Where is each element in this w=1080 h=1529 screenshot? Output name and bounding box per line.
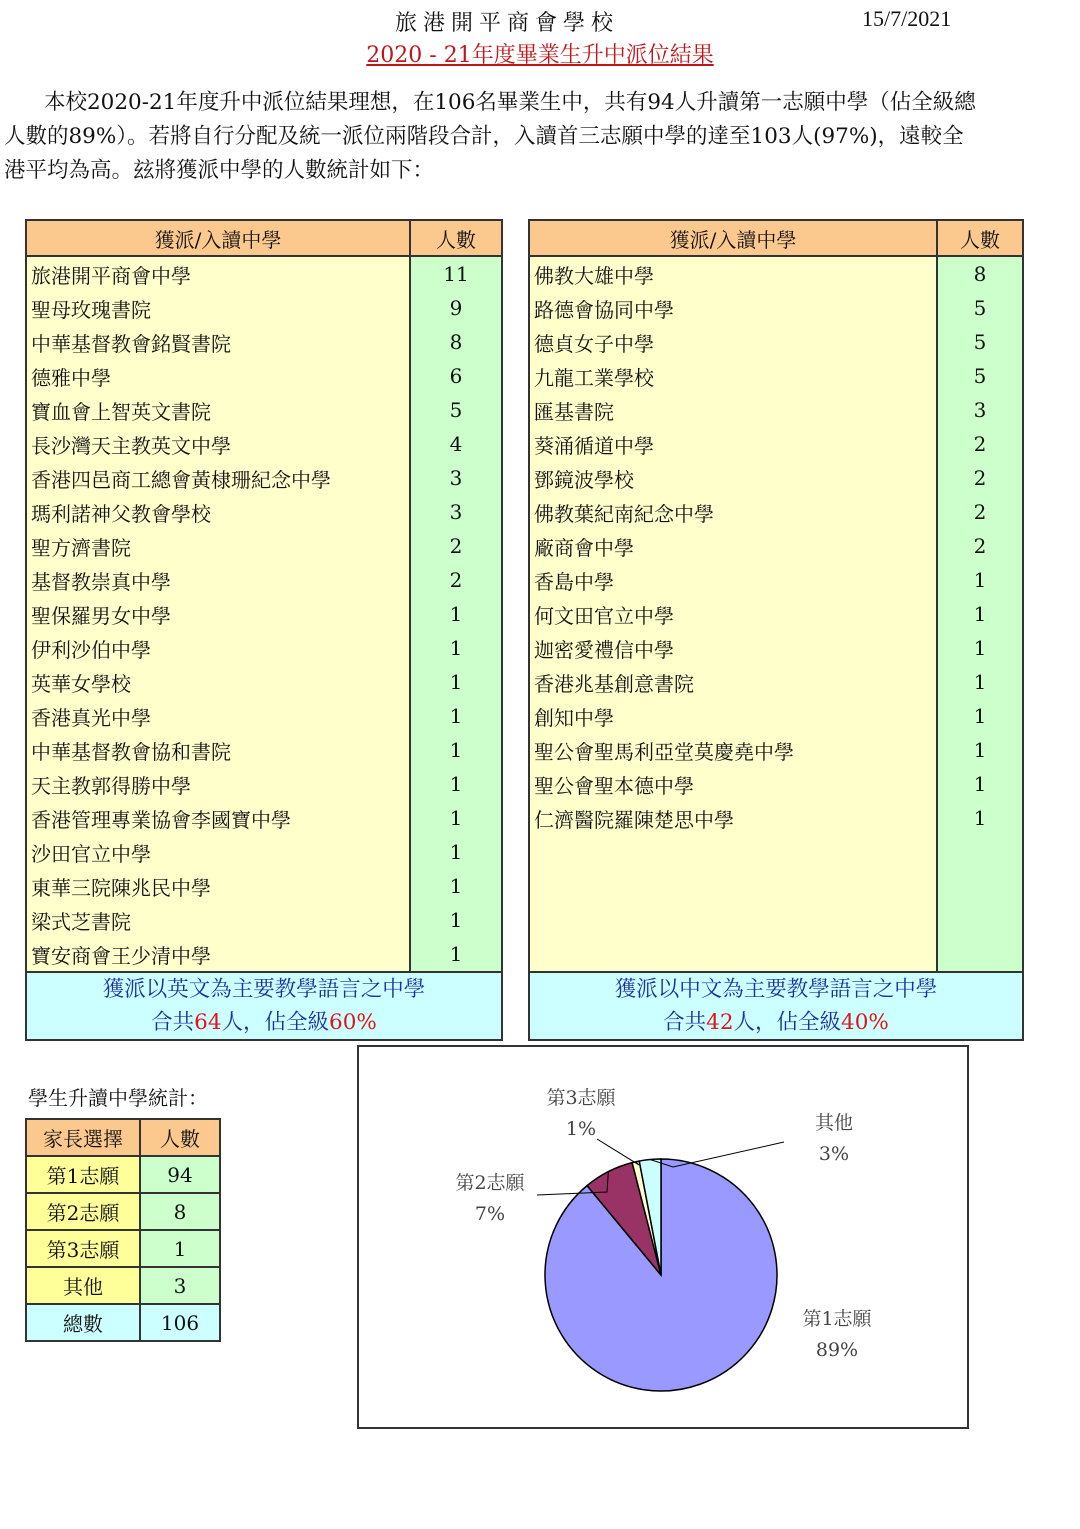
table-row bbox=[26, 937, 502, 972]
table-row bbox=[529, 869, 1023, 903]
school-name-cell: 仁濟醫院羅陳楚思中學 bbox=[529, 801, 937, 835]
cmi-schools-table bbox=[528, 219, 1024, 1041]
count-cell: 3 bbox=[410, 461, 502, 495]
count-cell: 1 bbox=[410, 699, 502, 733]
count-cell: 1 bbox=[410, 903, 502, 937]
emi-summary bbox=[26, 972, 502, 1040]
table-row bbox=[529, 835, 1023, 869]
pie-percent-label: 1% bbox=[565, 1118, 597, 1140]
table-row bbox=[529, 393, 1023, 427]
column-header-count: 人數 bbox=[140, 1119, 220, 1156]
count-cell: 1 bbox=[410, 631, 502, 665]
choice-label: 第3志願 bbox=[26, 1230, 140, 1267]
summary-prefix: 合共 bbox=[663, 1010, 707, 1035]
count-cell: 1 bbox=[937, 767, 1023, 801]
count-cell: 5 bbox=[937, 359, 1023, 393]
summary-count: 42 bbox=[706, 1010, 734, 1035]
table-row bbox=[26, 461, 502, 495]
emi-schools-body bbox=[26, 256, 502, 972]
pie-percent-label: 7% bbox=[474, 1203, 506, 1225]
count-cell: 11 bbox=[410, 256, 502, 291]
school-name-cell: 基督教崇真中學 bbox=[26, 563, 410, 597]
table-row bbox=[26, 903, 502, 937]
choice-label: 其他 bbox=[26, 1267, 140, 1304]
table-row bbox=[26, 325, 502, 359]
table-row bbox=[26, 427, 502, 461]
pie-label: 第3志願 bbox=[546, 1087, 616, 1109]
school-name-cell: 香島中學 bbox=[529, 563, 937, 597]
count-cell: 3 bbox=[937, 393, 1023, 427]
count-cell: 8 bbox=[937, 256, 1023, 291]
table-row bbox=[529, 256, 1023, 291]
school-name-cell: 聖母玫瑰書院 bbox=[26, 291, 410, 325]
pie-leader-line bbox=[597, 1139, 639, 1165]
report-date: 15/7/2021 bbox=[862, 6, 952, 31]
table-row bbox=[26, 529, 502, 563]
table-row bbox=[529, 563, 1023, 597]
count-cell: 1 bbox=[937, 733, 1023, 767]
school-name-cell: 寶血會上智英文書院 bbox=[26, 393, 410, 427]
count-cell: 5 bbox=[410, 393, 502, 427]
table-row bbox=[26, 495, 502, 529]
school-name-cell: 中華基督教會銘賢書院 bbox=[26, 325, 410, 359]
school-name-cell: 香港真光中學 bbox=[26, 699, 410, 733]
school-name-cell: 寶安商會王少清中學 bbox=[26, 937, 410, 972]
table-row bbox=[529, 801, 1023, 835]
school-name-cell: 廠商會中學 bbox=[529, 529, 937, 563]
table-row bbox=[529, 665, 1023, 699]
emi-summary-line1: 獲派以英文為主要教學語言之中學 bbox=[102, 977, 426, 1002]
cmi-schools-body bbox=[529, 256, 1023, 972]
count-cell: 1 bbox=[410, 733, 502, 767]
count-cell bbox=[937, 903, 1023, 937]
table-row bbox=[26, 597, 502, 631]
table-row bbox=[529, 427, 1023, 461]
count-cell: 1 bbox=[937, 563, 1023, 597]
school-name-cell: 鄧鏡波學校 bbox=[529, 461, 937, 495]
pie-label: 其他 bbox=[814, 1112, 854, 1134]
count-cell: 9 bbox=[410, 291, 502, 325]
pie-label: 第2志願 bbox=[455, 1172, 525, 1194]
count-cell: 1 bbox=[410, 835, 502, 869]
school-name-cell bbox=[529, 937, 937, 972]
table-row bbox=[26, 256, 502, 291]
summary-prefix: 合共 bbox=[151, 1010, 195, 1035]
table-row bbox=[529, 359, 1023, 393]
intro-paragraph: 本校2020-21年度升中派位結果理想，在106名畢業生中，共有94人升讀第一志願中學（佔全級總人數的89%）。若將自行分配及統一派位兩階段合計，入讀首三志願中學的達至103人(97%)，遠較全港平均為高。玆將獲派中學的人數統計如下： bbox=[4, 90, 976, 183]
stats-row bbox=[26, 1230, 220, 1267]
table-row bbox=[26, 665, 502, 699]
school-name-cell: 佛教大雄中學 bbox=[529, 256, 937, 291]
count-cell: 2 bbox=[410, 563, 502, 597]
summary-percent: 60% bbox=[329, 1010, 377, 1035]
table-row bbox=[529, 291, 1023, 325]
table-row bbox=[529, 767, 1023, 801]
table-row bbox=[529, 699, 1023, 733]
count-cell: 1 bbox=[410, 937, 502, 972]
count-cell: 1 bbox=[410, 801, 502, 835]
total-count: 106 bbox=[140, 1304, 220, 1341]
count-cell: 1 bbox=[410, 665, 502, 699]
school-name-cell: 沙田官立中學 bbox=[26, 835, 410, 869]
count-cell: 2 bbox=[410, 529, 502, 563]
table-row bbox=[529, 733, 1023, 767]
choice-count: 8 bbox=[140, 1193, 220, 1230]
column-header-count: 人數 bbox=[410, 220, 502, 256]
school-name-cell: 中華基督教會協和書院 bbox=[26, 733, 410, 767]
school-name-cell: 伊利沙伯中學 bbox=[26, 631, 410, 665]
school-name-cell: 聖方濟書院 bbox=[26, 529, 410, 563]
school-name-cell bbox=[529, 835, 937, 869]
choice-count: 94 bbox=[140, 1156, 220, 1193]
count-cell: 1 bbox=[937, 597, 1023, 631]
stats-row bbox=[26, 1156, 220, 1193]
report-title: 2020 - 21年度畢業生升中派位結果 bbox=[366, 43, 714, 68]
count-cell: 1 bbox=[937, 665, 1023, 699]
school-name-cell: 路德會協同中學 bbox=[529, 291, 937, 325]
count-cell: 2 bbox=[937, 529, 1023, 563]
table-row bbox=[529, 529, 1023, 563]
table-row bbox=[26, 563, 502, 597]
school-name-cell: 匯基書院 bbox=[529, 393, 937, 427]
pie-label: 第1志願 bbox=[802, 1308, 872, 1330]
count-cell bbox=[937, 835, 1023, 869]
table-row bbox=[26, 291, 502, 325]
table-row bbox=[26, 801, 502, 835]
count-cell: 1 bbox=[410, 767, 502, 801]
count-cell: 5 bbox=[937, 291, 1023, 325]
school-name-cell: 香港兆基創意書院 bbox=[529, 665, 937, 699]
summary-count: 64 bbox=[194, 1010, 222, 1035]
count-cell: 1 bbox=[410, 597, 502, 631]
school-name-cell: 聖保羅男女中學 bbox=[26, 597, 410, 631]
school-name-cell: 香港四邑商工總會黃棣珊紀念中學 bbox=[26, 461, 410, 495]
table-row bbox=[26, 359, 502, 393]
count-cell bbox=[937, 937, 1023, 972]
table-row bbox=[26, 733, 502, 767]
table-row bbox=[26, 631, 502, 665]
count-cell: 4 bbox=[410, 427, 502, 461]
count-cell: 2 bbox=[937, 427, 1023, 461]
count-cell: 8 bbox=[410, 325, 502, 359]
count-cell: 2 bbox=[937, 495, 1023, 529]
pie-chart bbox=[359, 1047, 967, 1427]
table-row bbox=[529, 461, 1023, 495]
choice-count: 1 bbox=[140, 1230, 220, 1267]
table-row bbox=[26, 767, 502, 801]
school-name-cell: 英華女學校 bbox=[26, 665, 410, 699]
school-name-cell: 迦密愛禮信中學 bbox=[529, 631, 937, 665]
count-cell: 1 bbox=[410, 869, 502, 903]
school-name-cell: 聖公會聖本德中學 bbox=[529, 767, 937, 801]
table-row bbox=[26, 869, 502, 903]
table-row bbox=[529, 597, 1023, 631]
choice-label: 第1志願 bbox=[26, 1156, 140, 1193]
table-row bbox=[529, 325, 1023, 359]
count-cell: 1 bbox=[937, 801, 1023, 835]
school-name-cell: 聖公會聖馬利亞堂莫慶堯中學 bbox=[529, 733, 937, 767]
school-name-cell: 創知中學 bbox=[529, 699, 937, 733]
cmi-summary-line2 bbox=[530, 1006, 1022, 1039]
table-row bbox=[529, 495, 1023, 529]
count-cell: 2 bbox=[937, 461, 1023, 495]
emi-schools-table bbox=[25, 219, 503, 1041]
table-row bbox=[529, 903, 1023, 937]
total-label: 總數 bbox=[26, 1304, 140, 1341]
column-header-school: 獲派/入讀中學 bbox=[529, 220, 937, 256]
school-name-cell: 旅港開平商會中學 bbox=[26, 256, 410, 291]
count-cell bbox=[937, 869, 1023, 903]
school-name: 旅港開平商會學校 bbox=[395, 11, 620, 36]
table-row bbox=[26, 835, 502, 869]
school-name-cell: 德貞女子中學 bbox=[529, 325, 937, 359]
school-name-cell bbox=[529, 869, 937, 903]
column-header-school: 獲派/入讀中學 bbox=[26, 220, 410, 256]
school-name-cell: 長沙灣天主教英文中學 bbox=[26, 427, 410, 461]
summary-mid: 人，佔全級 bbox=[733, 1010, 842, 1035]
summary-percent: 40% bbox=[841, 1010, 889, 1035]
school-name-cell: 東華三院陳兆民中學 bbox=[26, 869, 410, 903]
school-name-cell: 德雅中學 bbox=[26, 359, 410, 393]
stats-table bbox=[25, 1118, 221, 1342]
pie-percent-label: 89% bbox=[815, 1339, 859, 1361]
school-name-cell bbox=[529, 903, 937, 937]
stats-row bbox=[26, 1193, 220, 1230]
pie-percent-label: 3% bbox=[818, 1143, 850, 1165]
table-row bbox=[26, 393, 502, 427]
school-name-cell: 天主教郭得勝中學 bbox=[26, 767, 410, 801]
choice-label: 第2志願 bbox=[26, 1193, 140, 1230]
count-cell: 3 bbox=[410, 495, 502, 529]
pie-chart-frame bbox=[357, 1045, 969, 1429]
table-row bbox=[529, 631, 1023, 665]
stats-row bbox=[26, 1267, 220, 1304]
cmi-summary bbox=[529, 972, 1023, 1040]
school-name-cell: 何文田官立中學 bbox=[529, 597, 937, 631]
summary-mid: 人，佔全級 bbox=[221, 1010, 330, 1035]
table-row bbox=[26, 699, 502, 733]
cmi-summary-line1: 獲派以中文為主要教學語言之中學 bbox=[614, 977, 938, 1002]
school-name-cell: 葵涌循道中學 bbox=[529, 427, 937, 461]
column-header-choice: 家長選擇 bbox=[26, 1119, 140, 1156]
school-name-cell: 瑪利諾神父教會學校 bbox=[26, 495, 410, 529]
choice-count: 3 bbox=[140, 1267, 220, 1304]
count-cell: 1 bbox=[937, 699, 1023, 733]
school-name-cell: 梁式芝書院 bbox=[26, 903, 410, 937]
column-header-count: 人數 bbox=[937, 220, 1023, 256]
table-row bbox=[529, 937, 1023, 972]
school-name-cell: 九龍工業學校 bbox=[529, 359, 937, 393]
count-cell: 5 bbox=[937, 325, 1023, 359]
school-name-cell: 香港管理專業協會李國寶中學 bbox=[26, 801, 410, 835]
stats-heading: 學生升讀中學統計： bbox=[28, 1086, 208, 1110]
count-cell: 1 bbox=[937, 631, 1023, 665]
emi-summary-line2 bbox=[27, 1006, 501, 1039]
count-cell: 6 bbox=[410, 359, 502, 393]
school-name-cell: 佛教葉紀南紀念中學 bbox=[529, 495, 937, 529]
stats-body bbox=[26, 1156, 220, 1304]
